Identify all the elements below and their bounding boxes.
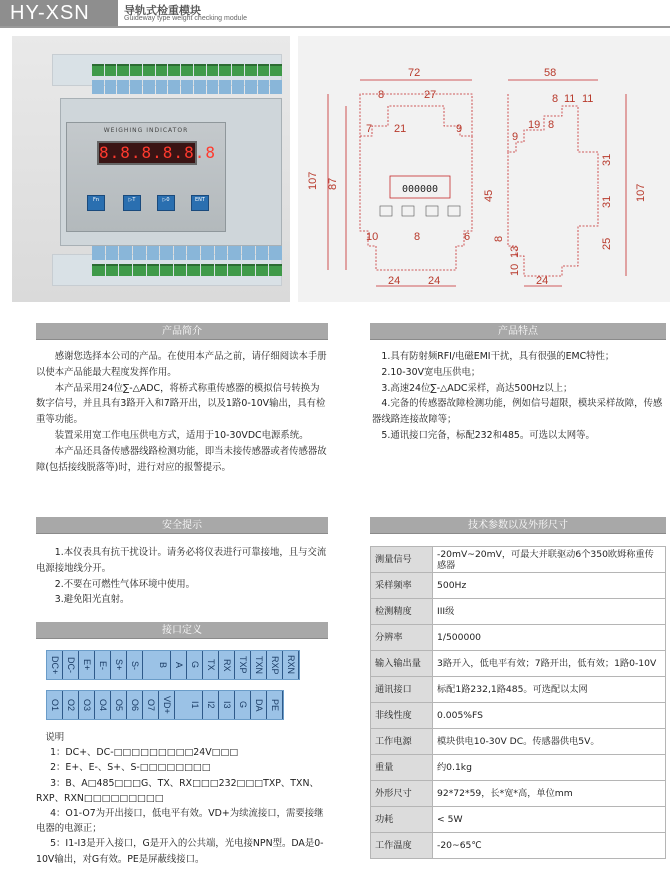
dim-front-27: 27 [424, 89, 437, 101]
pin-label: O7 [143, 691, 159, 719]
note-item: 3：B、A□485□□□G、TX、RX□□□232□□□TXP、TXN、RXP、RXN□□□□□□□□□ [36, 777, 319, 804]
led-display: 8.8.8.8.8.8 [97, 141, 197, 165]
terminal-block-bottom [92, 264, 282, 276]
dim-side-depth: 58 [544, 67, 557, 79]
header-divider [0, 26, 670, 28]
spec-value: 0.005%FS [433, 703, 666, 729]
dim-side-11a: 11 [564, 93, 576, 105]
table-row [371, 625, 666, 651]
spec-value: 模块供电10-30V DC。传感器供电5V。 [433, 729, 666, 755]
spec-key: 外形尺寸 [371, 781, 433, 807]
dim-side-8b: 8 [548, 119, 555, 131]
pin-label: RXN [283, 651, 299, 679]
note-item: 1：DC+、DC-□□□□□□□□□24V□□□ [50, 747, 239, 759]
terminal-block-top [92, 64, 282, 76]
spec-key: 输入输出量 [371, 651, 433, 677]
spec-key: 工作温度 [371, 833, 433, 859]
pin-label: RX [219, 651, 235, 679]
pin-label: O3 [79, 691, 95, 719]
dim-side-31b: 31 [601, 195, 613, 208]
pin-label: I2 [203, 691, 219, 719]
dim-side-11b: 11 [582, 93, 594, 105]
table-row [371, 781, 666, 807]
spec-value: 500Hz [433, 573, 666, 599]
dim-side-9: 9 [512, 131, 519, 143]
pin-label: I1 [187, 691, 203, 719]
section-intro-title: 产品简介 [36, 323, 328, 340]
table-row [371, 677, 666, 703]
spec-value: 92*72*59，长*宽*高，单位mm [433, 781, 666, 807]
dim-front-24b: 24 [428, 275, 441, 287]
pin-label: O1 [47, 691, 63, 719]
dim-front-width: 72 [408, 67, 421, 79]
dim-front-8b: 8 [414, 231, 421, 243]
table-row [371, 651, 666, 677]
pin-label: B [155, 651, 171, 679]
spec-key: 采样频率 [371, 573, 433, 599]
table-row [371, 703, 666, 729]
spec-value: III级 [433, 599, 666, 625]
spec-value: 3路开入，低电平有效；7路开出，低有效；1路0-10V [433, 651, 666, 677]
dim-side-19: 19 [528, 119, 541, 131]
pin-label: TXP [235, 651, 251, 679]
key-fn: Fn [87, 195, 105, 211]
section-specs-title: 技术参数以及外形尺寸 [370, 517, 666, 534]
product-photo [12, 36, 290, 302]
drawing-display: 000000 [401, 184, 439, 195]
intro-paragraph: 感谢您选择本公司的产品。在使用本产品之前，请仔细阅读本手册以使本产品能最大程度发挥作用。 [36, 351, 327, 378]
intro-paragraph: 本产品还具备传感器线路检测功能，即当未接传感器或者传感器故障(包括接线脱落等)时，进行对应的报警提示。 [36, 445, 327, 473]
pin-label: PE [267, 691, 283, 719]
pin-label: O2 [63, 691, 79, 719]
safety-item: 2.不要在可燃性气体环境中使用。 [54, 578, 195, 590]
feature-item: 3.高速24位∑-△ADC采样，高达500Hz以上； [381, 382, 573, 394]
panel-title: WEIGHING INDICATOR [103, 127, 189, 134]
feature-item: 1.具有防射频RFI/电磁EMI干扰，具有很强的EMC特性； [381, 351, 615, 362]
features-text [372, 349, 664, 444]
key-zero: ▷0 [157, 195, 175, 211]
table-row [371, 833, 666, 859]
dim-side-height: 107 [635, 183, 647, 202]
dim-side-45: 45 [483, 189, 495, 202]
pin-label: A [171, 651, 187, 679]
dim-side-10: 10 [509, 263, 521, 276]
pin-label: S- [127, 651, 143, 679]
label-strip-bottom [92, 246, 282, 260]
spec-key: 通讯接口 [371, 677, 433, 703]
intro-paragraph: 本产品采用24位∑-△ADC，将桥式称重传感器的模拟信号转换为数字信号，并且具有3路开入和7路开出，以及1路0-10V输出，具有检重等功能。 [36, 382, 326, 426]
note-item: 5：I1-I3是开入接口，G是开入的公共端，光电接NPN型。DA是0-10V输出，对G有效。PE是屏蔽线接口。 [36, 838, 324, 865]
pin-label: TX [203, 651, 219, 679]
section-safety-title: 安全提示 [36, 517, 328, 534]
dim-side-24: 24 [536, 275, 549, 287]
notes-title: 说明 [45, 732, 65, 743]
spec-value: 1/500000 [433, 625, 666, 651]
spec-value: -20~65℃ [433, 833, 666, 859]
spec-key: 重量 [371, 755, 433, 781]
pin-label: VD+ [159, 691, 175, 719]
dim-side-31a: 31 [601, 153, 613, 166]
section-features-title: 产品特点 [370, 323, 666, 340]
spec-key: 检测精度 [371, 599, 433, 625]
pin-gap [175, 691, 187, 719]
spec-key: 分辨率 [371, 625, 433, 651]
title-english: Guideway type weight checking module [124, 15, 247, 22]
pin-label: O4 [95, 691, 111, 719]
dim-front-6: 6 [464, 231, 471, 243]
dim-front-7: 7 [366, 123, 373, 135]
feature-item: 5.通讯接口完备，标配232和485。可选以太网等。 [381, 429, 595, 441]
pin-label: TXN [251, 651, 267, 679]
spec-value: 约0.1kg [433, 755, 666, 781]
dimension-drawing [298, 36, 670, 302]
table-row [371, 573, 666, 599]
pin-gap [143, 651, 155, 679]
pin-label: E+ [79, 651, 95, 679]
spec-value: < 5W [433, 807, 666, 833]
note-item: 2：E+、E-、S+、S-□□□□□□□□ [50, 762, 211, 774]
pin-label: O6 [127, 691, 143, 719]
pin-label: S+ [111, 651, 127, 679]
terminal-strip-bottom [46, 690, 284, 720]
dim-front-height: 107 [307, 171, 319, 190]
spec-key: 非线性度 [371, 703, 433, 729]
pin-label: G [187, 651, 203, 679]
pin-label: E- [95, 651, 111, 679]
spec-key: 工作电源 [371, 729, 433, 755]
dim-front-24a: 24 [388, 275, 401, 287]
spec-value: 标配1路232,1路485。可选配以太网 [433, 677, 666, 703]
pin-label: DC- [63, 651, 79, 679]
dim-front-9: 9 [456, 123, 463, 135]
terminal-strip-top [46, 650, 300, 680]
dim-side-8c: 8 [493, 235, 505, 242]
table-row [371, 547, 666, 573]
dim-side-8: 8 [552, 93, 559, 105]
pin-label: DA [251, 691, 267, 719]
safety-text [36, 545, 328, 608]
dim-front-21: 21 [394, 123, 407, 135]
dim-side-25: 25 [601, 237, 613, 250]
key-tare: ▷T [123, 195, 141, 211]
pin-label: O5 [111, 691, 127, 719]
table-row [371, 807, 666, 833]
pin-label: I3 [219, 691, 235, 719]
interface-notes [36, 730, 328, 867]
interface-diagram [46, 650, 304, 722]
title-chinese: 导轨式检重模块 [124, 4, 201, 17]
table-row [371, 599, 666, 625]
label-strip-top [92, 80, 282, 94]
safety-item: 3.避免阳光直射。 [54, 594, 130, 606]
model-title: HY-XSN [0, 0, 118, 26]
key-enter: ENT [191, 195, 209, 211]
dim-front-87: 87 [327, 177, 339, 190]
spec-table [370, 546, 666, 859]
note-item: 4：O1-O7为开出接口，低电平有效。VD+为续流接口，需要接继电器的电源正； [36, 808, 324, 835]
dim-side-13: 13 [509, 245, 521, 258]
pin-label: RXP [267, 651, 283, 679]
spec-value: -20mV~20mV，可最大并联驱动6个350欧姆称重传感器 [433, 547, 666, 573]
safety-item: 1.本仪表具有抗干扰设计。请务必将仪表进行可靠接地，且与交流电源接地线分开。 [36, 547, 327, 574]
feature-item: 4.完备的传感器故障检测功能，例如信号超限，模块采样故障，传感器线路连接故障等； [372, 398, 663, 426]
dim-front-8: 8 [378, 89, 385, 101]
pin-label: G [235, 691, 251, 719]
intro-text [36, 349, 328, 475]
intro-paragraph: 装置采用宽工作电压供电方式，适用于10-30VDC电源系统。 [54, 429, 309, 441]
front-panel [66, 122, 226, 232]
dim-front-10: 10 [366, 231, 379, 243]
pin-label: DC+ [47, 651, 63, 679]
feature-item: 2.10-30V宽电压供电； [381, 366, 481, 378]
spec-key: 功耗 [371, 807, 433, 833]
table-row [371, 755, 666, 781]
table-row [371, 729, 666, 755]
section-interface-title: 接口定义 [36, 622, 328, 639]
spec-key: 测量信号 [371, 547, 433, 573]
